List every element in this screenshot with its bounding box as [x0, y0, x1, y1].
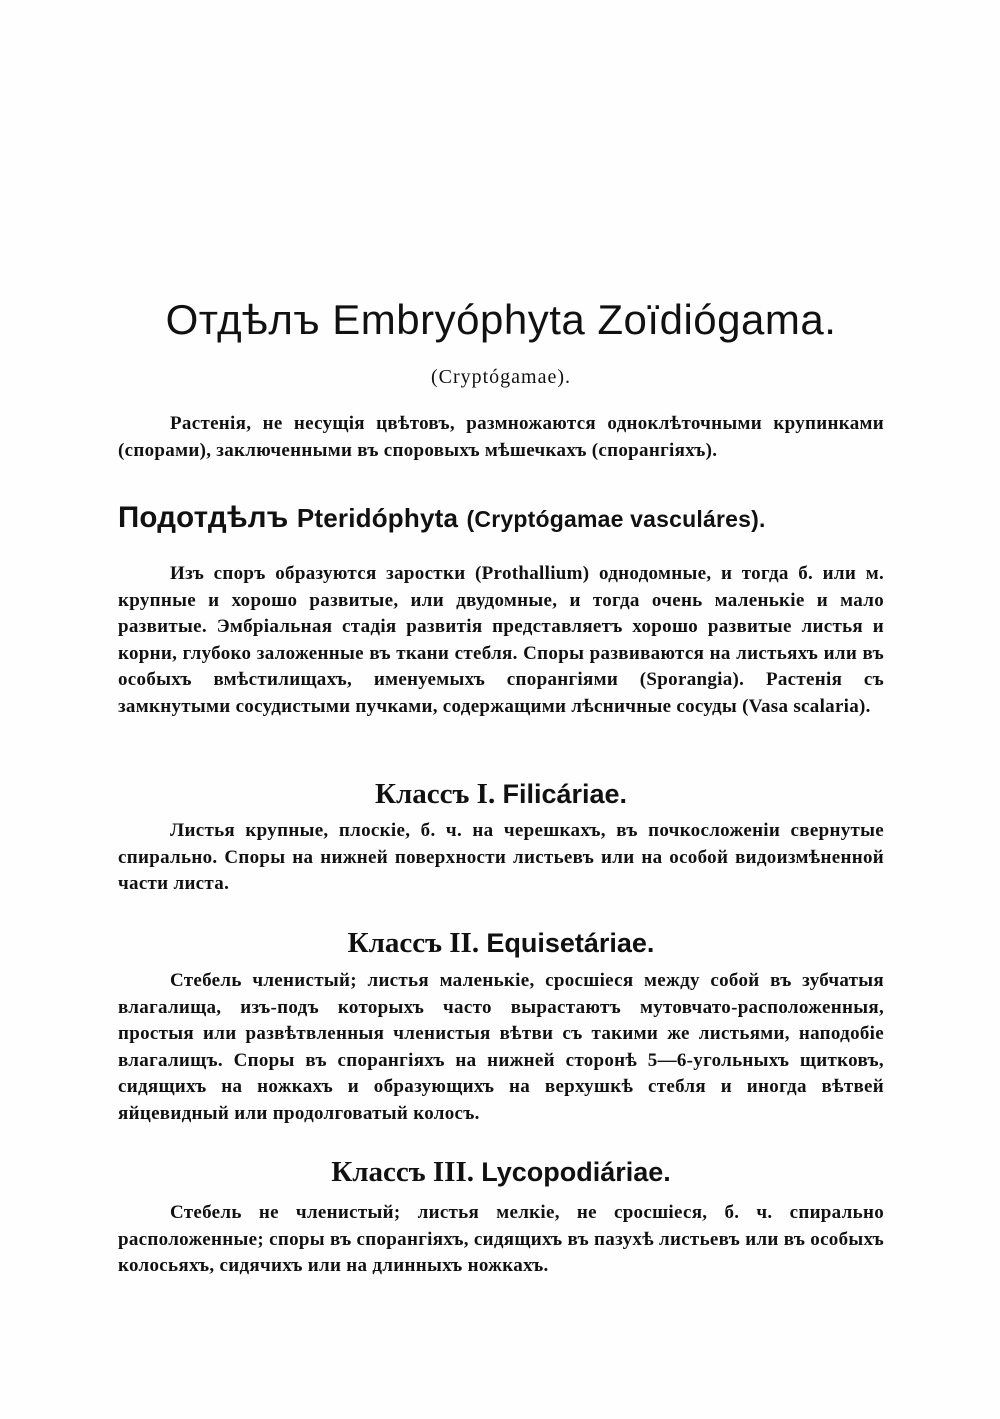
class-1-description [118, 818, 884, 898]
class-3-prefix: Классъ III. [331, 1156, 474, 1188]
subdivision-title [118, 498, 884, 539]
class-3-title [118, 1153, 884, 1191]
class-1-title [118, 775, 884, 813]
class-2-description [118, 968, 884, 1127]
class-2-description-text: Стебель членистый; листья маленькіе, сросшіеся между собой въ зубчатыя влагалища, изъ-подъ которыхъ часто вырастаютъ мутовчато-расположенныя, простыя или развѣтвленныя членистыя вѣтви съ такими же листьями, наподобіе влагалищъ. Споры въ спорангіяхъ на нижней сторонѣ 5—6-угольныхъ щитковъ, сидящихъ на ножкахъ и образующихъ на верхушкѣ стебля и иногда вѣтвей яйцевидный или продолговатый колосъ. [118, 970, 884, 1124]
class-3-name: Lycopodiáriae. [481, 1157, 671, 1187]
class-2-name: Equisetáriae. [486, 928, 655, 958]
class-2-prefix: Классъ II. [347, 927, 480, 959]
subdivision-description [118, 561, 884, 720]
division-subtitle: (Cryptógamae). [430, 366, 572, 388]
subdivision-title-paren: (Cryptógamae vasculáres). [466, 506, 766, 532]
division-description-text: Растенія, не несущія цвѣтовъ, размножаются одноклѣточными крупинками (спорами), заключенными въ споровыхъ мѣшечкахъ (спорангіяхъ). [118, 413, 884, 461]
class-1-prefix: Классъ I. [374, 778, 496, 810]
class-3-description-text: Стебель не членистый; листья мелкіе, не сросшіеся, б. ч. спирально расположенные; споры въ спорангіяхъ, сидящихъ въ пазухѣ листьевъ или въ особыхъ колосьяхъ, сидячихъ или на длинныхъ ножкахъ. [118, 1202, 884, 1276]
subdivision-title-latin: Pteridóphyta [296, 503, 459, 533]
subdivision-title-ru: Подотдѣлъ [118, 501, 289, 534]
class-2-title [118, 924, 884, 962]
division-title: Отдѣлъ Embryóphyta Zoïdiógama. [165, 296, 837, 343]
class-3-description [118, 1200, 884, 1280]
subdivision-description-text: Изъ споръ образуются заростки (Prothallium) однодомные, и тогда б. или м. крупные и хорошо развитые, или двудомные, и тогда очень маленькіе и мало развитые. Эмбріальная стадія развитія представляетъ хорошо развитые листья и корни, глубоко заложенные въ ткани стебля. Споры развиваются на листьяхъ или въ особыхъ вмѣстилищахъ, именуемыхъ спорангіями (Sporangia). Растенія съ замкнутыми сосудистыми пучками, содержащими лѣсничные сосуды (Vasa scalaria). [118, 563, 884, 717]
class-1-description-text: Листья крупные, плоскіе, б. ч. на черешкахъ, въ почкосложеніи свернутые спирально. Споры на нижней поверхности листьевъ или на особой видоизмѣненной части листа. [118, 820, 884, 894]
division-description [118, 411, 884, 464]
class-1-name: Filicáriae. [502, 779, 628, 809]
